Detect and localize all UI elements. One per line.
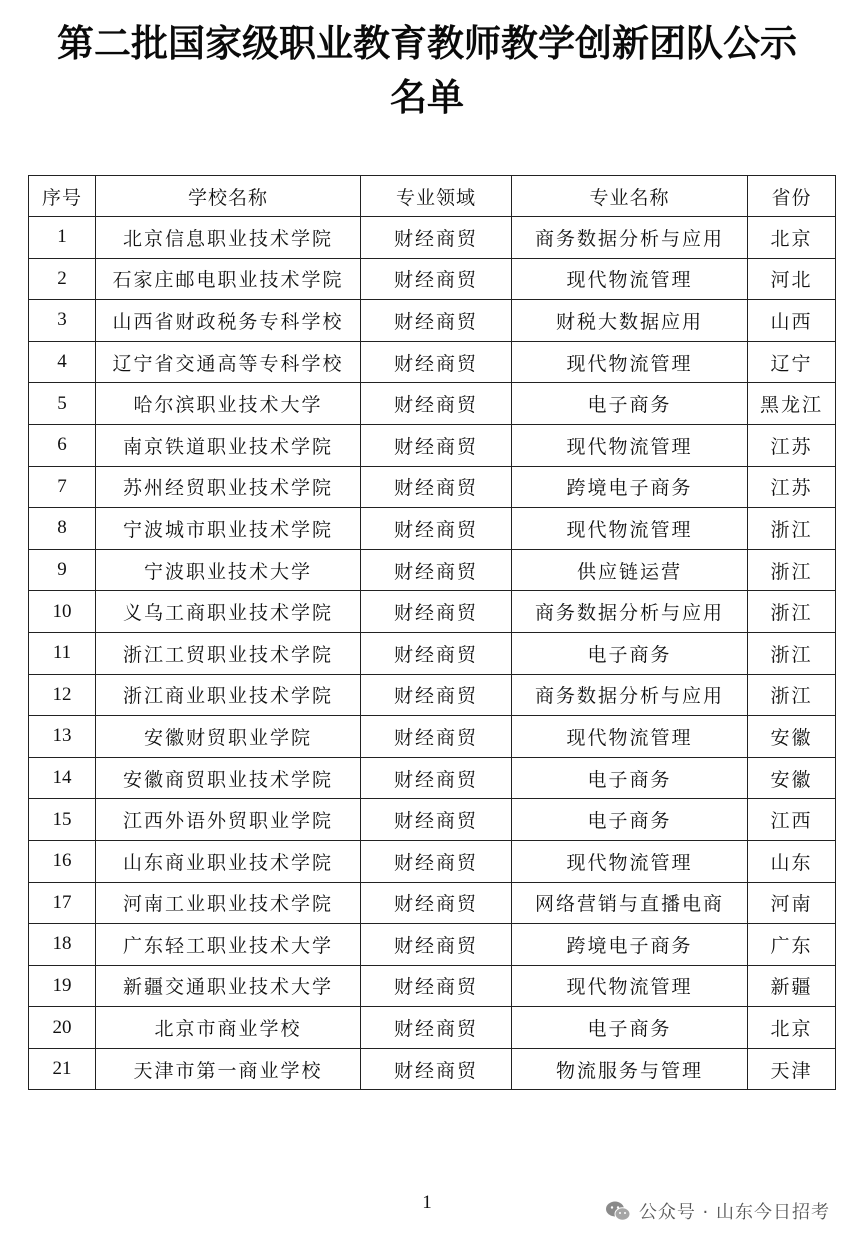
province-cell: 河北	[748, 258, 836, 300]
row-index-cell: 19	[29, 965, 96, 1007]
table-row	[29, 716, 836, 758]
province-cell: 江西	[748, 799, 836, 841]
school-name-cell: 天津市第一商业学校	[96, 1048, 361, 1090]
table-body	[29, 217, 836, 1090]
row-index-cell: 2	[29, 258, 96, 300]
header-school-name: 学校名称	[96, 176, 361, 217]
major-cell: 供应链运营	[512, 549, 748, 591]
province-cell: 北京	[748, 217, 836, 259]
table-row	[29, 466, 836, 508]
document-title	[20, 16, 834, 124]
row-index-cell: 9	[29, 549, 96, 591]
school-name-cell: 山东商业职业技术学院	[96, 840, 361, 882]
row-index-cell: 3	[29, 300, 96, 342]
major-cell: 现代物流管理	[512, 258, 748, 300]
major-cell: 商务数据分析与应用	[512, 591, 748, 633]
field-cell: 财经商贸	[361, 757, 512, 799]
table-row	[29, 383, 836, 425]
school-name-cell: 宁波城市职业技术学院	[96, 508, 361, 550]
header-field: 专业领域	[361, 176, 512, 217]
row-index-cell: 6	[29, 424, 96, 466]
title-line-2: 名单	[390, 75, 464, 119]
school-name-cell: 浙江商业职业技术学院	[96, 674, 361, 716]
major-cell: 财税大数据应用	[512, 300, 748, 342]
row-index-cell: 5	[29, 383, 96, 425]
field-cell: 财经商贸	[361, 1048, 512, 1090]
field-cell: 财经商贸	[361, 508, 512, 550]
field-cell: 财经商贸	[361, 965, 512, 1007]
province-cell: 山西	[748, 300, 836, 342]
field-cell: 财经商贸	[361, 300, 512, 342]
header-index: 序号	[29, 176, 96, 217]
province-cell: 江苏	[748, 424, 836, 466]
province-cell: 山东	[748, 840, 836, 882]
major-cell: 电子商务	[512, 757, 748, 799]
watermark	[605, 1198, 830, 1224]
province-cell: 安徽	[748, 716, 836, 758]
table-row	[29, 1007, 836, 1049]
table-row	[29, 674, 836, 716]
row-index-cell: 20	[29, 1007, 96, 1049]
row-index-cell: 11	[29, 632, 96, 674]
table-header	[29, 176, 836, 217]
major-cell: 商务数据分析与应用	[512, 217, 748, 259]
major-cell: 商务数据分析与应用	[512, 674, 748, 716]
province-cell: 江苏	[748, 466, 836, 508]
major-cell: 跨境电子商务	[512, 924, 748, 966]
field-cell: 财经商贸	[361, 591, 512, 633]
table-row	[29, 300, 836, 342]
major-cell: 现代物流管理	[512, 341, 748, 383]
table-row	[29, 341, 836, 383]
school-name-cell: 新疆交通职业技术大学	[96, 965, 361, 1007]
table-row	[29, 217, 836, 259]
row-index-cell: 17	[29, 882, 96, 924]
row-index-cell: 14	[29, 757, 96, 799]
header-major: 专业名称	[512, 176, 748, 217]
field-cell: 财经商贸	[361, 924, 512, 966]
table-row	[29, 424, 836, 466]
school-name-cell: 浙江工贸职业技术学院	[96, 632, 361, 674]
province-cell: 浙江	[748, 674, 836, 716]
table-row	[29, 757, 836, 799]
field-cell: 财经商贸	[361, 882, 512, 924]
row-index-cell: 16	[29, 840, 96, 882]
field-cell: 财经商贸	[361, 840, 512, 882]
province-cell: 浙江	[748, 632, 836, 674]
table-row	[29, 965, 836, 1007]
row-index-cell: 21	[29, 1048, 96, 1090]
table-row	[29, 1048, 836, 1090]
table-row	[29, 591, 836, 633]
title-line-1: 第二批国家级职业教育教师教学创新团队公示	[57, 21, 797, 65]
major-cell: 电子商务	[512, 632, 748, 674]
field-cell: 财经商贸	[361, 1007, 512, 1049]
province-cell: 广东	[748, 924, 836, 966]
school-name-cell: 河南工业职业技术学院	[96, 882, 361, 924]
major-cell: 现代物流管理	[512, 508, 748, 550]
major-cell: 网络营销与直播电商	[512, 882, 748, 924]
field-cell: 财经商贸	[361, 632, 512, 674]
major-cell: 跨境电子商务	[512, 466, 748, 508]
field-cell: 财经商贸	[361, 217, 512, 259]
province-cell: 安徽	[748, 757, 836, 799]
row-index-cell: 10	[29, 591, 96, 633]
major-cell: 现代物流管理	[512, 424, 748, 466]
header-province: 省份	[748, 176, 836, 217]
school-name-cell: 山西省财政税务专科学校	[96, 300, 361, 342]
row-index-cell: 15	[29, 799, 96, 841]
province-cell: 河南	[748, 882, 836, 924]
major-cell: 物流服务与管理	[512, 1048, 748, 1090]
province-cell: 北京	[748, 1007, 836, 1049]
field-cell: 财经商贸	[361, 424, 512, 466]
school-name-cell: 北京信息职业技术学院	[96, 217, 361, 259]
school-name-cell: 广东轻工职业技术大学	[96, 924, 361, 966]
field-cell: 财经商贸	[361, 383, 512, 425]
row-index-cell: 13	[29, 716, 96, 758]
major-cell: 现代物流管理	[512, 965, 748, 1007]
row-index-cell: 4	[29, 341, 96, 383]
table-row	[29, 258, 836, 300]
school-name-cell: 宁波职业技术大学	[96, 549, 361, 591]
school-name-cell: 安徽财贸职业学院	[96, 716, 361, 758]
school-name-cell: 哈尔滨职业技术大学	[96, 383, 361, 425]
field-cell: 财经商贸	[361, 674, 512, 716]
school-name-cell: 苏州经贸职业技术学院	[96, 466, 361, 508]
header-row	[29, 176, 836, 217]
row-index-cell: 1	[29, 217, 96, 259]
field-cell: 财经商贸	[361, 341, 512, 383]
field-cell: 财经商贸	[361, 466, 512, 508]
table-row	[29, 882, 836, 924]
row-index-cell: 8	[29, 508, 96, 550]
field-cell: 财经商贸	[361, 716, 512, 758]
major-cell: 现代物流管理	[512, 716, 748, 758]
province-cell: 黑龙江	[748, 383, 836, 425]
row-index-cell: 12	[29, 674, 96, 716]
province-cell: 浙江	[748, 508, 836, 550]
school-name-cell: 义乌工商职业技术学院	[96, 591, 361, 633]
province-cell: 新疆	[748, 965, 836, 1007]
school-name-cell: 石家庄邮电职业技术学院	[96, 258, 361, 300]
province-cell: 辽宁	[748, 341, 836, 383]
province-cell: 浙江	[748, 591, 836, 633]
school-name-cell: 安徽商贸职业技术学院	[96, 757, 361, 799]
major-cell: 电子商务	[512, 383, 748, 425]
school-name-cell: 南京铁道职业技术学院	[96, 424, 361, 466]
major-cell: 现代物流管理	[512, 840, 748, 882]
table-row	[29, 632, 836, 674]
table-row	[29, 924, 836, 966]
row-index-cell: 7	[29, 466, 96, 508]
field-cell: 财经商贸	[361, 799, 512, 841]
province-cell: 浙江	[748, 549, 836, 591]
watermark-text: 公众号 · 山东今日招考	[638, 1202, 830, 1223]
wechat-icon	[605, 1200, 631, 1222]
team-list-table	[28, 175, 836, 1090]
field-cell: 财经商贸	[361, 258, 512, 300]
school-name-cell: 北京市商业学校	[96, 1007, 361, 1049]
table-row	[29, 799, 836, 841]
field-cell: 财经商贸	[361, 549, 512, 591]
major-cell: 电子商务	[512, 799, 748, 841]
table-row	[29, 549, 836, 591]
row-index-cell: 18	[29, 924, 96, 966]
school-name-cell: 辽宁省交通高等专科学校	[96, 341, 361, 383]
major-cell: 电子商务	[512, 1007, 748, 1049]
province-cell: 天津	[748, 1048, 836, 1090]
table-row	[29, 508, 836, 550]
table-row	[29, 840, 836, 882]
school-name-cell: 江西外语外贸职业学院	[96, 799, 361, 841]
page-number: 1	[422, 1192, 432, 1213]
